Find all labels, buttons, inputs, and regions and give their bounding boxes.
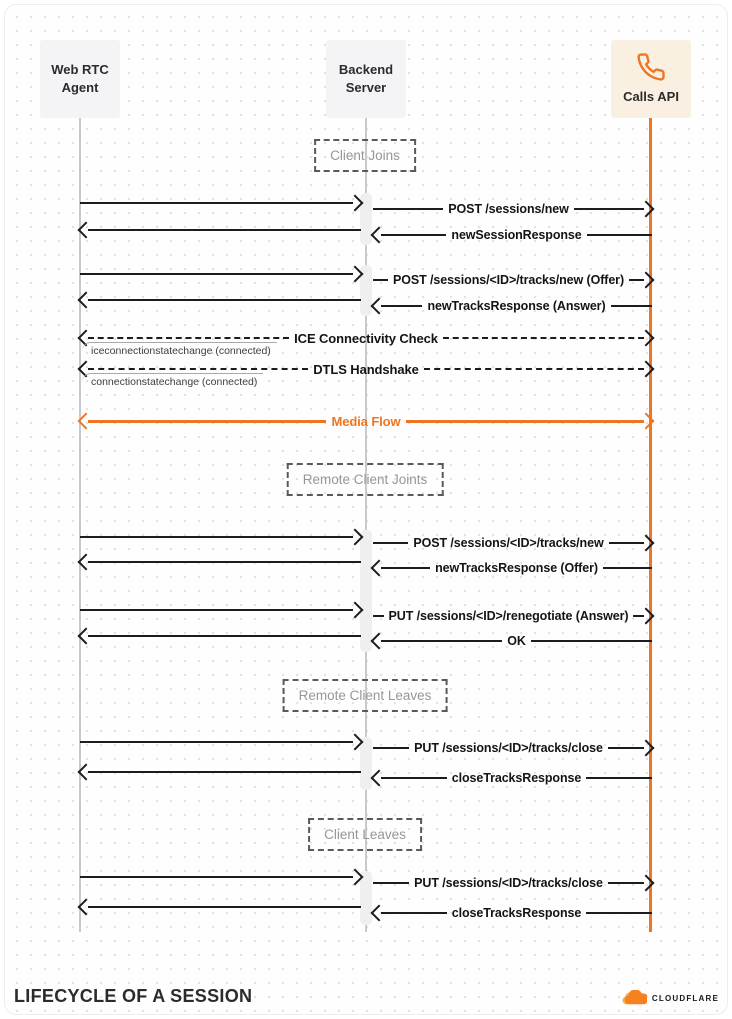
arrow-line: [373, 542, 408, 544]
message-label: newSessionResponse: [451, 228, 582, 242]
page-title: LIFECYCLE OF A SESSION: [14, 986, 253, 1006]
arrow-line: [381, 567, 430, 569]
phase-label: Remote Client Joints: [302, 472, 428, 487]
message-label: newTracksResponse (Offer): [435, 561, 598, 575]
msg-client-to-backend: [80, 195, 361, 211]
arrow-line: [381, 234, 446, 236]
message-label: PUT /sessions/<ID>/tracks/close: [414, 876, 603, 890]
activation-bar: [360, 737, 372, 790]
phase-client-leaves: [308, 818, 422, 851]
msg-client-to-backend: [80, 602, 361, 618]
arrow-line: [80, 202, 353, 204]
arrowhead-left-icon: [78, 292, 95, 309]
note-iceconnectionstatechange: iceconnectionstatechange (connected): [82, 342, 277, 357]
msg-api-to-backend: [373, 770, 652, 786]
activation-bar: [360, 871, 372, 925]
message-label: PUT /sessions/<ID>/renegotiate (Answer): [388, 609, 629, 623]
arrowhead-left-icon: [371, 905, 388, 922]
arrowhead-right-icon: [638, 740, 655, 757]
arrowhead-right-icon: [638, 535, 655, 552]
arrow-line: [80, 741, 353, 743]
msg-api-to-backend: [373, 905, 652, 921]
arrow-line: [88, 299, 361, 301]
phone-icon: [636, 52, 666, 82]
msg-api-to-backend: [373, 227, 652, 243]
message-label: closeTracksResponse: [451, 906, 582, 920]
msg-api-to-backend: [373, 298, 652, 314]
arrowhead-right-icon: [347, 195, 364, 212]
event-label: DTLS Handshake: [313, 361, 419, 377]
arrowhead-right-icon: [638, 201, 655, 218]
arrow-line: [373, 747, 409, 749]
phase-label: Client Joins: [330, 148, 400, 163]
phase-remote-client-leaves: [283, 679, 448, 712]
arrow-line: [80, 536, 353, 538]
phase-client-joins: [314, 139, 416, 172]
msg-backend-to-api: [373, 608, 652, 624]
msg-client-to-backend: [80, 869, 361, 885]
dashed-line: [88, 337, 289, 339]
arrowhead-right-icon: [638, 330, 655, 347]
message-label: closeTracksResponse: [451, 771, 582, 785]
orange-line: [406, 420, 644, 423]
note-connectionstatechange: connectionstatechange (connected): [82, 373, 263, 388]
arrow-line: [80, 273, 353, 275]
arrow-line: [80, 876, 353, 878]
msg-client-to-backend: [80, 266, 361, 282]
arrow-line: [80, 609, 353, 611]
msg-backend-to-api: [373, 201, 652, 217]
arrowhead-left-icon: [371, 227, 388, 244]
arrow-line: [611, 305, 652, 307]
actor-web-rtc-agent: [40, 40, 120, 118]
dashed-line: [443, 337, 644, 339]
msg-backend-to-client: [80, 292, 361, 308]
cloudflare-cloud-icon: [619, 990, 647, 1006]
arrow-line: [373, 615, 384, 617]
arrowhead-left-icon: [78, 554, 95, 571]
message-label: POST /sessions/<ID>/tracks/new: [413, 536, 604, 550]
msg-backend-to-api: [373, 272, 652, 288]
cloudflare-brand: [619, 990, 719, 1006]
arrowhead-right-icon: [638, 361, 655, 378]
arrow-line: [88, 771, 361, 773]
arrowhead-left-icon: [371, 633, 388, 650]
msg-backend-to-client: [80, 899, 361, 915]
brand-label: CLOUDFLARE: [651, 993, 719, 1003]
actor-backend-server: [326, 40, 406, 118]
dashed-line: [424, 368, 644, 370]
message-label: PUT /sessions/<ID>/tracks/close: [414, 741, 603, 755]
msg-backend-to-client: [80, 222, 361, 238]
phase-label: Remote Client Leaves: [298, 688, 432, 703]
arrowhead-right-icon: [347, 734, 364, 751]
arrowhead-left-icon: [78, 628, 95, 645]
arrowhead-right-icon: [347, 869, 364, 886]
arrow-line: [373, 208, 443, 210]
arrowhead-right-icon: [638, 608, 655, 625]
msg-api-to-backend: [373, 633, 652, 649]
arrow-line: [381, 640, 502, 642]
arrowhead-left-icon: [371, 770, 388, 787]
arrow-line: [381, 912, 447, 914]
arrowhead-right-icon: [347, 602, 364, 619]
arrow-line: [574, 208, 644, 210]
msg-client-to-backend: [80, 529, 361, 545]
message-label: POST /sessions/new: [448, 202, 569, 216]
arrowhead-left-icon: [371, 298, 388, 315]
arrow-line: [373, 279, 388, 281]
msg-client-to-backend: [80, 734, 361, 750]
message-label: newTracksResponse (Answer): [427, 299, 606, 313]
message-label: OK: [507, 634, 526, 648]
arrow-line: [531, 640, 652, 642]
actor-label: Calls API: [623, 88, 679, 104]
arrowhead-left-icon: [78, 764, 95, 781]
arrowhead-right-icon: [638, 272, 655, 289]
arrow-line: [88, 906, 361, 908]
arrow-line: [603, 567, 652, 569]
arrow-line: [381, 777, 447, 779]
actor-calls-api: [611, 40, 691, 118]
msg-backend-to-client: [80, 764, 361, 780]
msg-backend-to-api: [373, 875, 652, 891]
activation-bar: [360, 530, 372, 652]
arrow-line: [88, 635, 361, 637]
arrowhead-left-icon: [78, 413, 95, 430]
message-label: POST /sessions/<ID>/tracks/new (Offer): [393, 273, 625, 287]
msg-api-to-backend: [373, 560, 652, 576]
event-media-flow: [80, 413, 652, 429]
lifeline-web-rtc-agent: [79, 118, 81, 932]
msg-backend-to-client: [80, 554, 361, 570]
event-label: Media Flow: [331, 413, 401, 429]
orange-line: [88, 420, 326, 423]
arrow-line: [586, 777, 652, 779]
arrow-line: [88, 229, 361, 231]
actor-label: Web RTC Agent: [51, 61, 109, 95]
msg-backend-to-api: [373, 740, 652, 756]
actor-label: Backend Server: [338, 61, 394, 95]
msg-backend-to-api: [373, 535, 652, 551]
arrow-line: [586, 912, 652, 914]
arrowhead-right-icon: [638, 875, 655, 892]
arrow-line: [88, 561, 361, 563]
arrowhead-left-icon: [371, 560, 388, 577]
arrowhead-right-icon: [347, 529, 364, 546]
phase-label: Client Leaves: [324, 827, 406, 842]
arrow-line: [373, 882, 409, 884]
arrowhead-left-icon: [78, 222, 95, 239]
arrow-line: [587, 234, 652, 236]
msg-backend-to-client: [80, 628, 361, 644]
arrowhead-right-icon: [347, 266, 364, 283]
arrowhead-left-icon: [78, 899, 95, 916]
event-label: ICE Connectivity Check: [294, 330, 438, 346]
arrowhead-right-icon: [638, 413, 655, 430]
phase-remote-client-joins: [287, 463, 444, 496]
dashed-line: [88, 368, 308, 370]
